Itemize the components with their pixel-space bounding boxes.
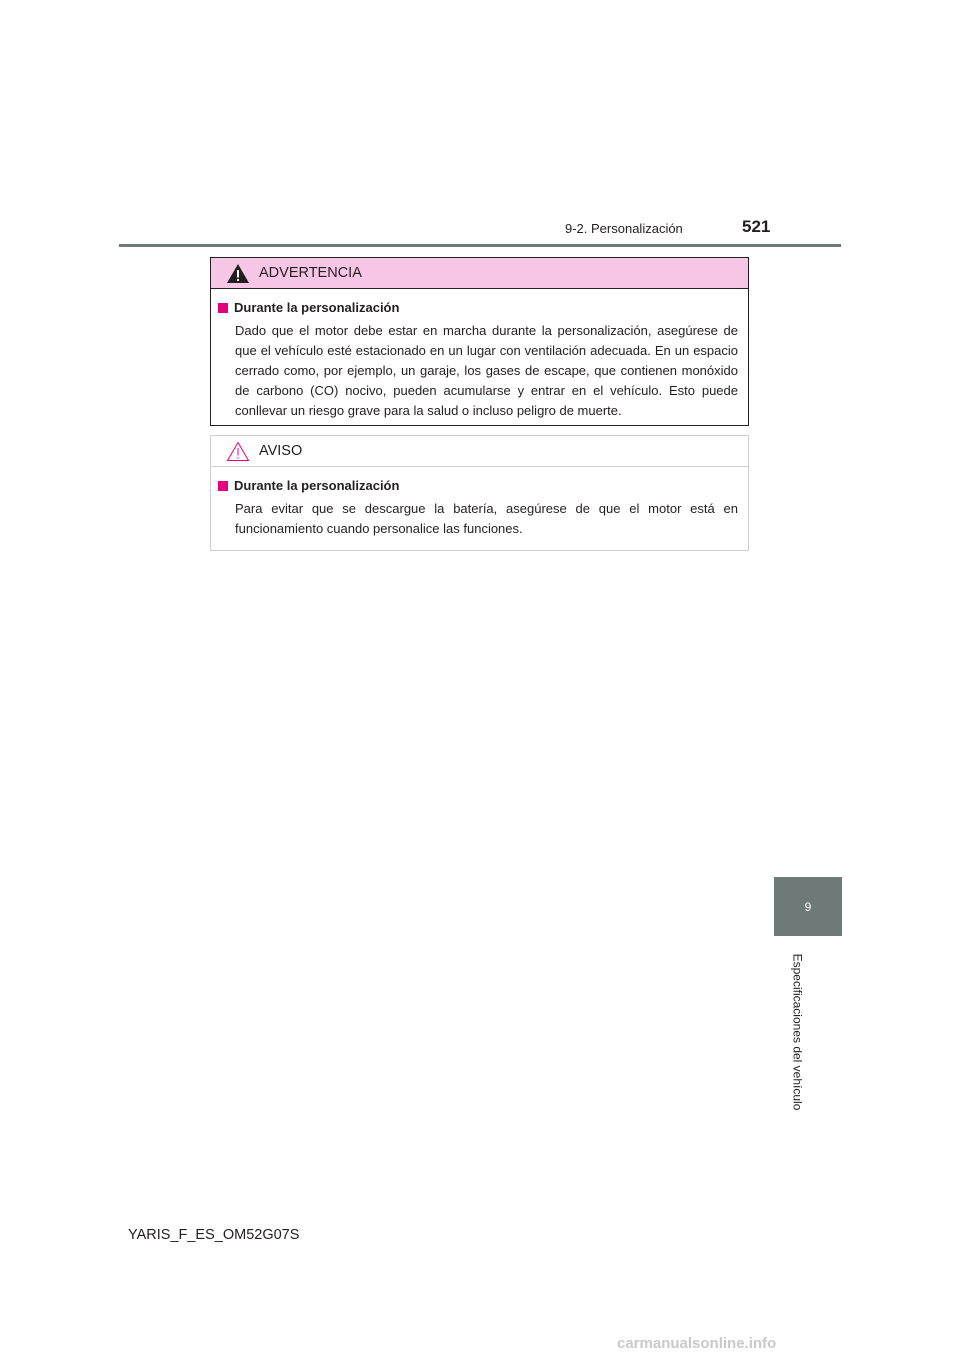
warning-item-heading [218, 300, 738, 315]
notice-body [211, 467, 748, 539]
notice-item-text: Para evitar que se descargue la batería, asegúrese de que el motor está en funcionamiento cuando personalice las funciones. [235, 501, 738, 536]
watermark: carmanualsonline.info [617, 1335, 777, 1352]
warning-body [211, 289, 748, 421]
notice-header [211, 436, 748, 467]
chapter-label [787, 944, 807, 1120]
warning-title: ADVERTENCIA [259, 265, 362, 281]
chapter-label-text: Especificaciones del vehículo [790, 953, 805, 1111]
warning-box [210, 257, 749, 426]
notice-triangle-icon [226, 441, 250, 462]
notice-item-title: Durante la personalización [234, 478, 400, 493]
square-bullet-icon [218, 481, 228, 491]
section-title: 9-2. Personalización [565, 221, 683, 236]
page-number: 521 [742, 217, 771, 236]
warning-item-title: Durante la personalización [234, 300, 400, 315]
warning-triangle-icon [226, 263, 250, 284]
document-code: YARIS_F_ES_OM52G07S [128, 1227, 300, 1243]
notice-box [210, 435, 749, 551]
notice-item-heading [218, 478, 738, 493]
warning-item-text: Dado que el motor debe estar en marcha durante la personalización, asegúrese de que el vehículo esté estacionado en un lugar con ventilación adecuada. En un espacio cerrado como, por ejemplo, un garaje, los gases de escape, que contienen monóxido de carbono (CO) nocivo, pueden acumularse y entrar en el vehículo. Esto puede conllevar un riesgo grave para la salud o incluso peligro de muerte. [235, 323, 738, 418]
chapter-number: 9 [804, 899, 812, 914]
warning-header [211, 258, 748, 289]
square-bullet-icon [218, 303, 228, 313]
header-rule [119, 244, 841, 247]
chapter-tab [774, 877, 842, 936]
notice-title: AVISO [259, 443, 303, 459]
